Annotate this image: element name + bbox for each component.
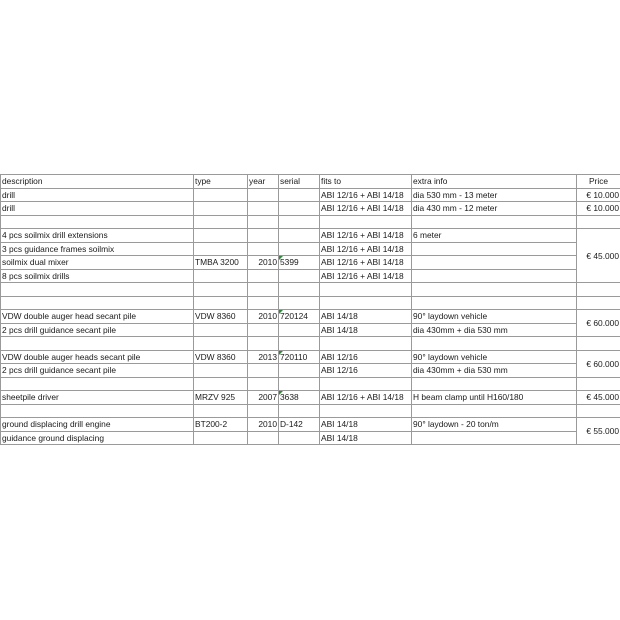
cell-type	[194, 188, 248, 202]
cell-type	[194, 404, 248, 418]
cell-description: 2 pcs drill guidance secant pile	[1, 364, 194, 378]
cell-type	[194, 215, 248, 229]
cell-type: BT200-2	[194, 418, 248, 432]
cell-year	[248, 269, 279, 283]
cell-extra-info: dia 430mm + dia 530 mm	[412, 364, 577, 378]
cell-fits-to: ABI 12/16 + ABI 14/18	[320, 188, 412, 202]
cell-serial	[279, 242, 320, 256]
cell-type	[194, 377, 248, 391]
cell-type	[194, 296, 248, 310]
cell-extra-info	[412, 377, 577, 391]
header-year: year	[248, 175, 279, 189]
cell-fits-to: ABI 12/16 + ABI 14/18	[320, 256, 412, 270]
cell-description	[1, 404, 194, 418]
cell-serial	[279, 377, 320, 391]
cell-type	[194, 283, 248, 297]
cell-serial	[279, 310, 320, 324]
cell-description: ground displacing drill engine	[1, 418, 194, 432]
table-row	[1, 391, 620, 405]
table-row	[1, 256, 620, 270]
cell-note-marker-icon	[279, 391, 283, 395]
cell-description: drill	[1, 188, 194, 202]
header-extra-info: extra info	[412, 175, 577, 189]
cell-fits-to	[320, 283, 412, 297]
table-row	[1, 337, 620, 351]
cell-extra-info: dia 430mm + dia 530 mm	[412, 323, 577, 337]
cell-serial	[279, 256, 320, 270]
cell-serial	[279, 391, 320, 405]
cell-type	[194, 242, 248, 256]
cell-fits-to	[320, 337, 412, 351]
cell-extra-info	[412, 431, 577, 445]
table-row	[1, 431, 620, 445]
table-row	[1, 283, 620, 297]
cell-year: 2007	[248, 391, 279, 405]
header-price: Price	[577, 175, 620, 189]
cell-serial	[279, 350, 320, 364]
cell-serial-text: 5399	[280, 257, 299, 268]
cell-price: € 55.000	[577, 418, 620, 445]
cell-fits-to: ABI 14/18	[320, 323, 412, 337]
cell-description	[1, 283, 194, 297]
header-serial: serial	[279, 175, 320, 189]
cell-year	[248, 337, 279, 351]
cell-year	[248, 188, 279, 202]
cell-description: VDW double auger head secant pile	[1, 310, 194, 324]
cell-serial: D-142	[279, 418, 320, 432]
cell-extra-info	[412, 256, 577, 270]
cell-description: 8 pcs soilmix drills	[1, 269, 194, 283]
table-row	[1, 242, 620, 256]
cell-fits-to: ABI 14/18	[320, 418, 412, 432]
cell-price	[577, 337, 620, 351]
cell-type	[194, 229, 248, 243]
cell-description	[1, 337, 194, 351]
table-row	[1, 269, 620, 283]
cell-description: 4 pcs soilmix drill extensions	[1, 229, 194, 243]
table-row	[1, 296, 620, 310]
cell-extra-info: 90° laydown vehicle	[412, 350, 577, 364]
cell-serial	[279, 337, 320, 351]
table-row	[1, 323, 620, 337]
cell-type	[194, 431, 248, 445]
cell-extra-info	[412, 215, 577, 229]
cell-description: sheetpile driver	[1, 391, 194, 405]
cell-year	[248, 296, 279, 310]
cell-year	[248, 364, 279, 378]
cell-type	[194, 269, 248, 283]
cell-serial-text: 3638	[280, 392, 299, 403]
cell-extra-info: H beam clamp until H160/180	[412, 391, 577, 405]
cell-price	[577, 377, 620, 391]
cell-description	[1, 215, 194, 229]
cell-serial	[279, 202, 320, 216]
cell-type	[194, 364, 248, 378]
cell-extra-info: 90° laydown - 20 ton/m	[412, 418, 577, 432]
cell-extra-info	[412, 337, 577, 351]
cell-serial	[279, 229, 320, 243]
cell-fits-to: ABI 12/16 + ABI 14/18	[320, 242, 412, 256]
table-row	[1, 310, 620, 324]
cell-serial	[279, 296, 320, 310]
table-row	[1, 404, 620, 418]
cell-serial	[279, 364, 320, 378]
cell-fits-to: ABI 12/16	[320, 350, 412, 364]
cell-price: € 45.000	[577, 391, 620, 405]
equipment-price-table	[0, 174, 620, 445]
cell-note-marker-icon	[279, 256, 283, 260]
cell-extra-info	[412, 269, 577, 283]
cell-year: 2010	[248, 310, 279, 324]
cell-price	[577, 404, 620, 418]
cell-year: 2010	[248, 256, 279, 270]
cell-description: 2 pcs drill guidance secant pile	[1, 323, 194, 337]
cell-serial	[279, 188, 320, 202]
cell-price: € 45.000	[577, 229, 620, 283]
header-row	[1, 175, 620, 189]
cell-type	[194, 337, 248, 351]
cell-description: soilmix dual mixer	[1, 256, 194, 270]
cell-extra-info: dia 430 mm - 12 meter	[412, 202, 577, 216]
cell-serial	[279, 323, 320, 337]
cell-serial-text: 720110	[280, 351, 308, 362]
cell-price	[577, 296, 620, 310]
cell-year	[248, 377, 279, 391]
cell-extra-info: 6 meter	[412, 229, 577, 243]
cell-fits-to: ABI 12/16 + ABI 14/18	[320, 269, 412, 283]
cell-year	[248, 404, 279, 418]
cell-serial	[279, 404, 320, 418]
cell-description	[1, 377, 194, 391]
cell-price: € 10.000	[577, 202, 620, 216]
cell-description: drill	[1, 202, 194, 216]
cell-fits-to	[320, 215, 412, 229]
cell-year	[248, 431, 279, 445]
cell-type: VDW 8360	[194, 350, 248, 364]
cell-price	[577, 283, 620, 297]
cell-year	[248, 323, 279, 337]
cell-fits-to: ABI 12/16 + ABI 14/18	[320, 229, 412, 243]
cell-fits-to	[320, 296, 412, 310]
cell-year	[248, 283, 279, 297]
table-row	[1, 350, 620, 364]
cell-type	[194, 202, 248, 216]
table-row	[1, 364, 620, 378]
cell-type: MRZV 925	[194, 391, 248, 405]
cell-note-marker-icon	[279, 310, 283, 314]
cell-year: 2013	[248, 350, 279, 364]
cell-price: € 60.000	[577, 350, 620, 377]
table-row	[1, 215, 620, 229]
cell-fits-to: ABI 12/16 + ABI 14/18	[320, 391, 412, 405]
header-fits-to: fits to	[320, 175, 412, 189]
cell-extra-info	[412, 404, 577, 418]
cell-serial	[279, 215, 320, 229]
cell-serial	[279, 269, 320, 283]
cell-year	[248, 202, 279, 216]
table-row	[1, 188, 620, 202]
cell-price: € 10.000	[577, 188, 620, 202]
cell-extra-info	[412, 296, 577, 310]
cell-serial	[279, 283, 320, 297]
cell-fits-to: ABI 14/18	[320, 431, 412, 445]
cell-price	[577, 215, 620, 229]
cell-fits-to: ABI 14/18	[320, 310, 412, 324]
header-type: type	[194, 175, 248, 189]
table-row	[1, 418, 620, 432]
cell-description: guidance ground displacing	[1, 431, 194, 445]
cell-year	[248, 215, 279, 229]
cell-description: VDW double auger heads secant pile	[1, 350, 194, 364]
cell-fits-to	[320, 377, 412, 391]
table-row	[1, 202, 620, 216]
cell-extra-info: 90° laydown vehicle	[412, 310, 577, 324]
cell-extra-info: dia 530 mm - 13 meter	[412, 188, 577, 202]
cell-description: 3 pcs guidance frames soilmix	[1, 242, 194, 256]
cell-price: € 60.000	[577, 310, 620, 337]
cell-fits-to: ABI 12/16 + ABI 14/18	[320, 202, 412, 216]
cell-extra-info	[412, 242, 577, 256]
cell-note-marker-icon	[279, 351, 283, 355]
cell-description	[1, 296, 194, 310]
table-row	[1, 229, 620, 243]
header-description: description	[1, 175, 194, 189]
cell-type: TMBA 3200	[194, 256, 248, 270]
cell-year	[248, 229, 279, 243]
cell-fits-to: ABI 12/16	[320, 364, 412, 378]
cell-fits-to	[320, 404, 412, 418]
cell-type: VDW 8360	[194, 310, 248, 324]
cell-serial-text: 720124	[280, 311, 308, 322]
cell-extra-info	[412, 283, 577, 297]
table-row	[1, 377, 620, 391]
cell-year: 2010	[248, 418, 279, 432]
cell-year	[248, 242, 279, 256]
cell-serial	[279, 431, 320, 445]
cell-type	[194, 323, 248, 337]
